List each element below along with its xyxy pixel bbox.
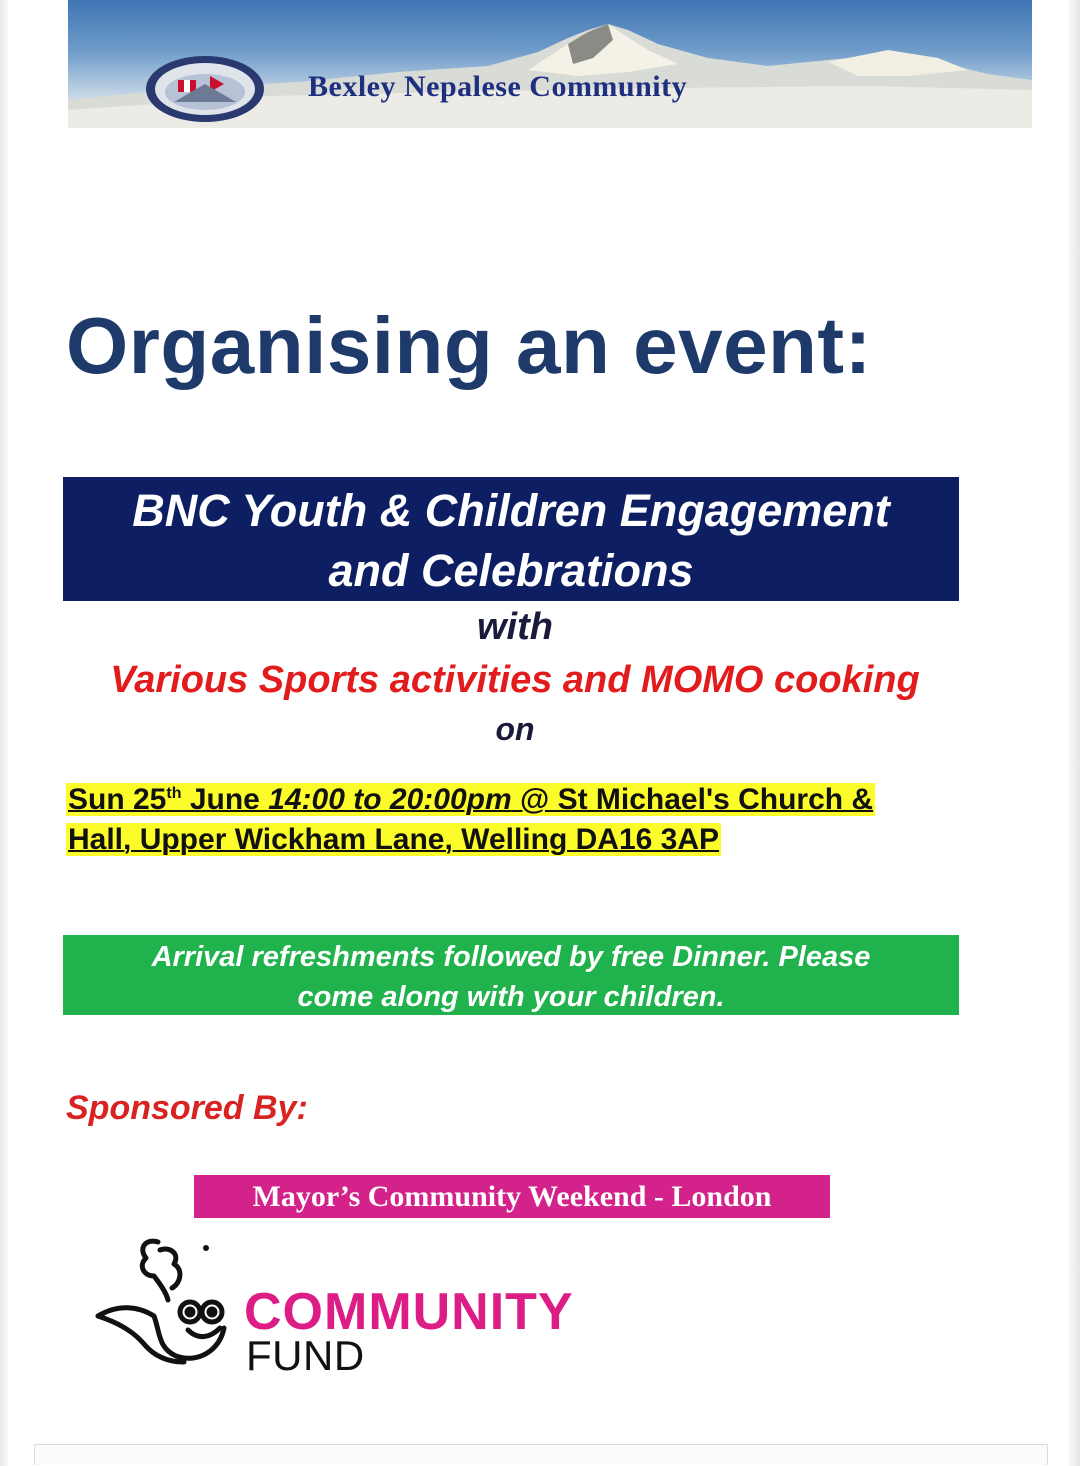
event-time: 14:00 to 20:00pm: [268, 783, 512, 816]
activities-text: Various Sports activities and MOMO cooking: [110, 659, 920, 701]
event-month: June: [181, 783, 269, 816]
event-venue-line1: @ St Michael's Church &: [511, 783, 874, 816]
on-label: on: [495, 711, 535, 747]
notice-line2: come along with your children.: [297, 981, 725, 1013]
community-fund-word-community: COMMUNITY: [244, 1283, 574, 1341]
sponsored-heading: Sponsored By:: [66, 1089, 308, 1127]
event-title-line1: BNC Youth & Children Engagement: [132, 485, 890, 536]
page-edge-right: [1068, 0, 1080, 1466]
community-fund-word-fund: FUND: [246, 1332, 365, 1379]
event-details: [66, 780, 946, 860]
event-venue-line2: Hall, Upper Wickham Lane, Welling DA16 3AP: [68, 823, 720, 856]
event-day-suffix: th: [166, 785, 182, 802]
mayor-sponsor-badge: Mayor’s Community Weekend - London: [194, 1175, 830, 1218]
refreshments-notice: [63, 935, 959, 1015]
notice-line1: Arrival refreshments followed by free Dinner. Please: [151, 941, 871, 973]
event-date-time-venue: [66, 783, 875, 816]
banner-title: Bexley Nepalese Community: [308, 70, 688, 103]
header-banner: [68, 0, 1032, 128]
with-label: with: [477, 606, 553, 648]
community-fund-hand-icon: [88, 1232, 248, 1372]
page-headline: Organising an event:: [66, 301, 872, 390]
event-title-line2: and Celebrations: [328, 545, 694, 596]
bnc-logo-icon: [144, 54, 266, 124]
event-title-box: [63, 477, 959, 601]
event-day: Sun 25: [68, 783, 167, 816]
bottom-strip: [34, 1444, 1048, 1465]
